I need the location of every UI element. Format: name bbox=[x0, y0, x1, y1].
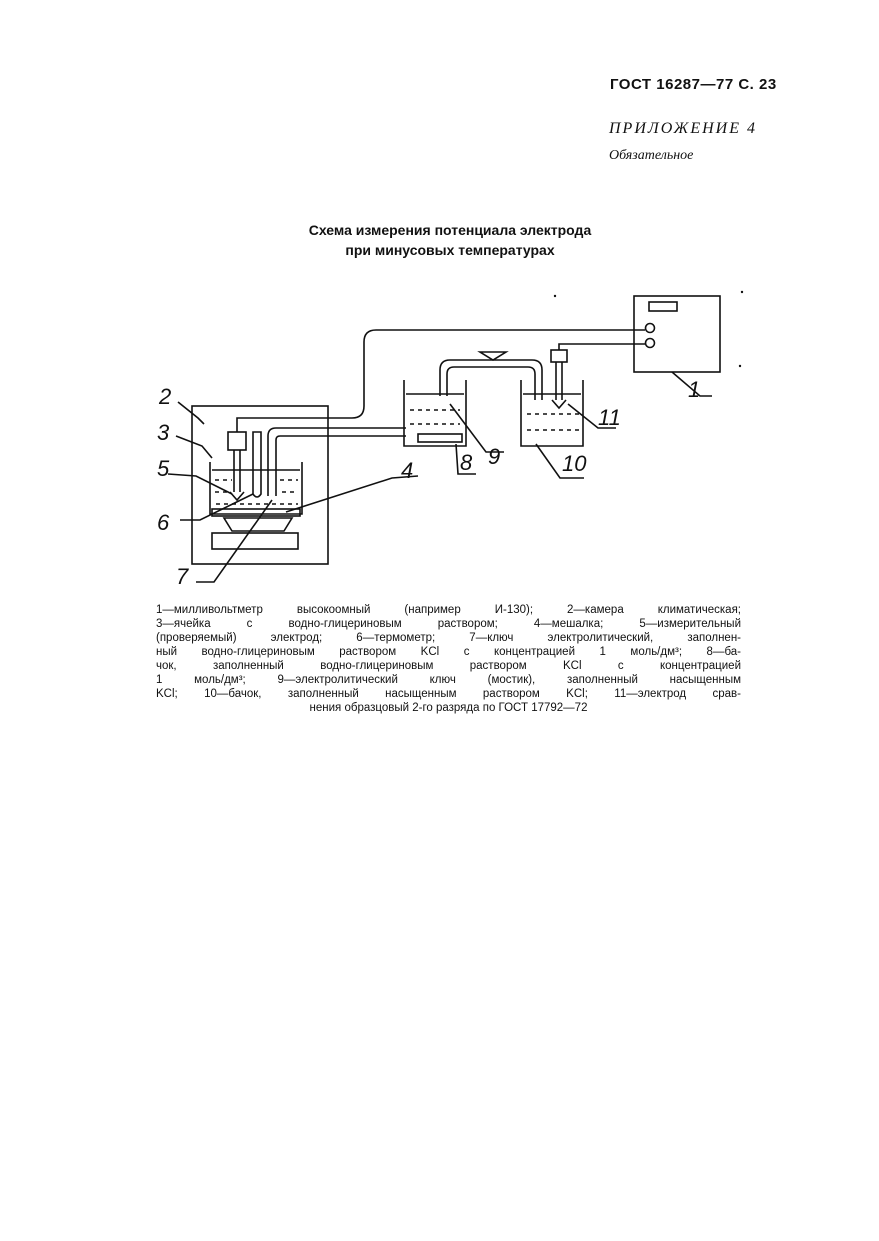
bridge-funnel bbox=[480, 352, 506, 360]
appendix-status: Обязательное bbox=[609, 148, 694, 163]
label-11: 11 bbox=[598, 405, 621, 430]
measuring-electrode-head bbox=[228, 432, 246, 450]
legend-line: 1 моль/дм³; 9—электролитический ключ (мостик), заполненный насыщенным bbox=[156, 674, 741, 686]
legend-line: (проверяемый) электрод; 6—термометр; 7—ключ электролитический, заполнен- bbox=[156, 632, 741, 644]
label-5: 5 bbox=[157, 456, 170, 481]
legend-line: 1—милливольтметр высокоомный (например И-130); 2—камера климатическая; bbox=[156, 604, 741, 616]
stirrer-motor bbox=[212, 533, 298, 549]
legend-line: 3—ячейка с водно-глицериновым раствором; 4—мешалка; 5—измерительный bbox=[156, 618, 741, 630]
label-10: 10 bbox=[562, 451, 587, 476]
reference-electrode-head bbox=[551, 350, 567, 362]
document-code: ГОСТ 16287—77 С. 23 bbox=[610, 76, 777, 93]
appendix-heading: ПРИЛОЖЕНИЕ 4 bbox=[609, 120, 757, 137]
label-7: 7 bbox=[176, 564, 189, 589]
label-4: 4 bbox=[401, 458, 414, 483]
scheme-title-line-2: при минусовых температурах bbox=[345, 242, 555, 258]
vessel-10 bbox=[521, 380, 583, 446]
leader-7 bbox=[196, 500, 272, 582]
label-1: 1 bbox=[688, 377, 701, 402]
millivoltmeter-display bbox=[649, 302, 677, 311]
label-6: 6 bbox=[157, 510, 170, 535]
legend-line: ный водно-глицериновым раствором KCl с концентрацией 1 моль/дм³; 8—ба- bbox=[156, 646, 741, 658]
legend bbox=[156, 603, 741, 715]
leader-5 bbox=[168, 474, 232, 494]
scheme-title-line-1: Схема измерения потенциала электрода bbox=[308, 222, 592, 238]
legend-line: нения образцовый 2-го разряда по ГОСТ 17792—72 bbox=[309, 702, 588, 714]
terminal-1 bbox=[646, 324, 655, 333]
leader-3 bbox=[176, 436, 212, 458]
label-3: 3 bbox=[157, 420, 170, 445]
vessel-8-stirrer bbox=[418, 434, 462, 442]
label-9: 9 bbox=[488, 444, 501, 469]
label-2: 2 bbox=[159, 384, 172, 409]
wire-reference-electrode bbox=[559, 344, 645, 350]
thermometer bbox=[253, 432, 261, 497]
legend-line: чок, заполненный водно-глицериновым раствором KCl с концентрацией bbox=[156, 660, 741, 672]
terminal-2 bbox=[646, 339, 655, 348]
leader-4 bbox=[286, 476, 418, 512]
reference-electrode-tip bbox=[552, 400, 566, 408]
label-8: 8 bbox=[460, 450, 473, 475]
legend-line: KCl; 10—бачок, заполненный насыщенным раствором KCl; 11—электрод срав- bbox=[156, 688, 741, 700]
electrolytic-key-outer bbox=[268, 428, 406, 496]
electrolytic-key-inner bbox=[276, 436, 406, 496]
